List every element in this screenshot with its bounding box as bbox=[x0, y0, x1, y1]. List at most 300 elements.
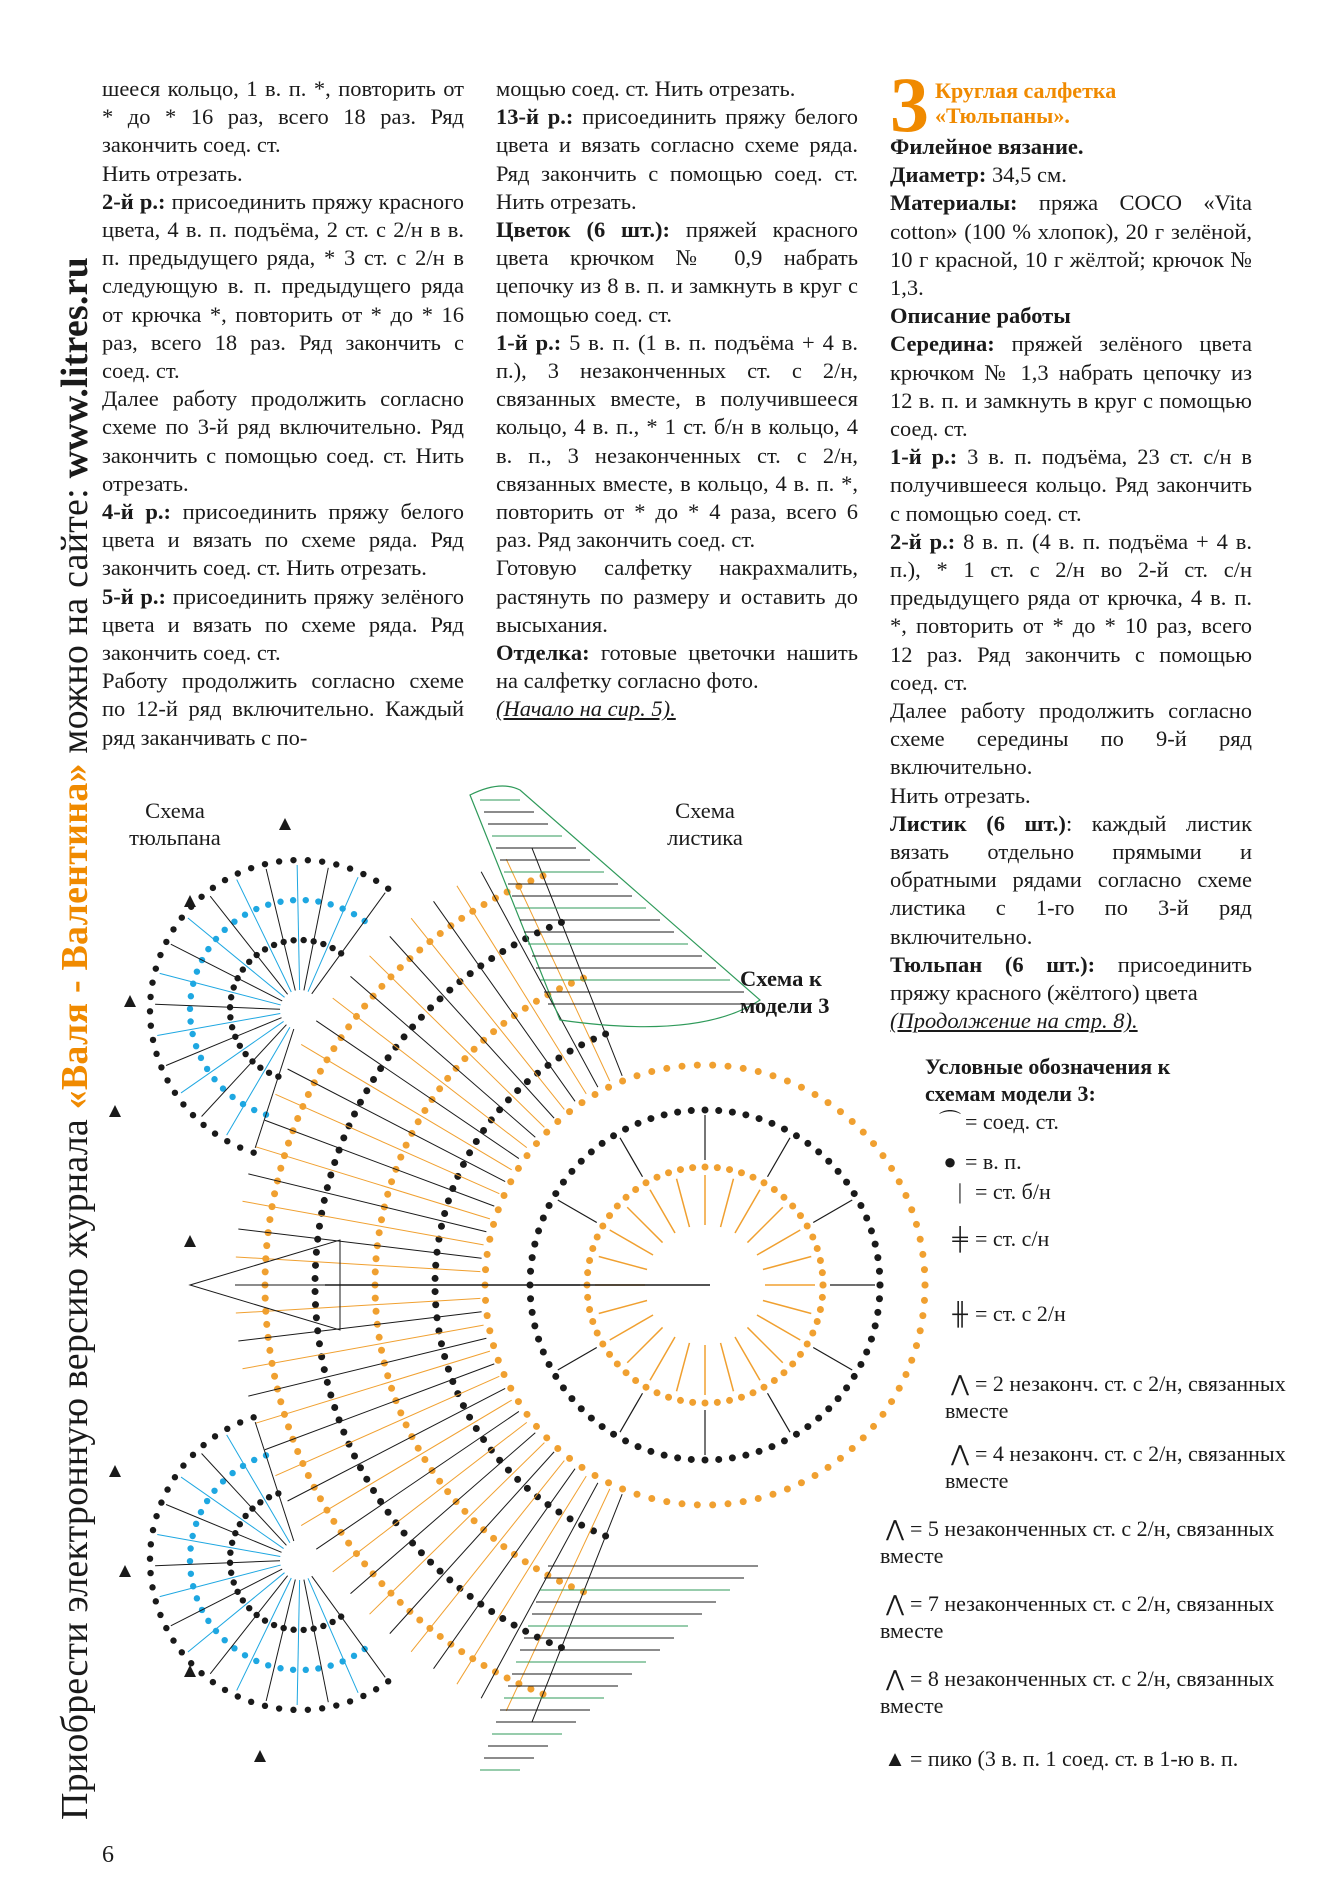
tulip-dot bbox=[266, 1494, 272, 1500]
center-ring-dot bbox=[843, 1179, 850, 1186]
center-stitch bbox=[763, 1257, 811, 1270]
tulip-dot bbox=[212, 1130, 218, 1136]
legend-text: = пико (3 в. п. 1 соед. ст. в 1-ю в. п. bbox=[910, 1746, 1239, 1771]
center-ring-dot bbox=[605, 1479, 612, 1486]
fan-arc-dot bbox=[370, 1487, 377, 1494]
center-ring-dot bbox=[874, 1254, 881, 1261]
center-ring-dot bbox=[921, 1266, 928, 1273]
tulip-stitch bbox=[171, 1569, 282, 1626]
tulip-dot bbox=[248, 865, 254, 871]
center-ring-dot bbox=[661, 1452, 668, 1459]
fan-arc-dot bbox=[263, 1321, 270, 1328]
center-ring-dot bbox=[908, 1206, 915, 1213]
tulip-stitch bbox=[237, 1578, 292, 1690]
col2-reference: (Начало на сир. 5). bbox=[496, 696, 676, 722]
tulip-dot bbox=[373, 1686, 379, 1692]
center-stitch bbox=[650, 1190, 675, 1233]
fan-arc-dot bbox=[378, 983, 385, 990]
fan-arc-dot bbox=[378, 1216, 385, 1223]
center-ring-dot bbox=[724, 1500, 731, 1507]
center-ring-dot bbox=[531, 1241, 538, 1248]
fan-stitch bbox=[288, 1388, 506, 1501]
center-ring-dot bbox=[863, 1348, 870, 1355]
fan-arc-dot bbox=[294, 1448, 301, 1455]
tulip-dot bbox=[305, 857, 311, 863]
tulip-dot bbox=[276, 858, 282, 864]
fan-arc-dot bbox=[461, 1508, 468, 1515]
fan-arc-dot bbox=[446, 987, 453, 994]
tulip-dot bbox=[262, 1703, 268, 1709]
tulip-dot bbox=[347, 1698, 353, 1704]
center-ring-dot bbox=[484, 1251, 491, 1258]
center-ring-dot bbox=[793, 1431, 800, 1438]
center-ring-dot bbox=[543, 1434, 550, 1441]
center-ring-dot bbox=[584, 1269, 591, 1276]
fan-arc-dot bbox=[263, 1242, 270, 1249]
center-ring-dot bbox=[872, 1241, 879, 1248]
center-ring-dot bbox=[781, 1437, 788, 1444]
tulip-dot bbox=[246, 1605, 252, 1611]
legend-symbol-icon: ● bbox=[943, 1149, 957, 1174]
fan-arc-dot bbox=[438, 1223, 445, 1230]
tulip-dot bbox=[179, 914, 185, 920]
center-ring-dot bbox=[913, 1342, 920, 1349]
tulip-dot bbox=[262, 946, 268, 952]
tulip-dot bbox=[290, 1627, 296, 1633]
fan-arc-dot bbox=[578, 1522, 585, 1529]
fan-arc-dot bbox=[313, 1249, 320, 1256]
center-ring-dot bbox=[578, 1405, 585, 1412]
tulip-dot bbox=[265, 1662, 271, 1668]
center-ring-dot bbox=[599, 1223, 606, 1230]
center-ring-dot bbox=[817, 1257, 824, 1264]
tulip-scheme-label: Схема тюльпана bbox=[129, 798, 221, 850]
tulip-dot bbox=[290, 937, 296, 943]
center-ring-dot bbox=[702, 1164, 709, 1171]
tulip-dot bbox=[204, 1498, 210, 1504]
fan-arc-dot bbox=[340, 1134, 347, 1141]
legend-item bbox=[880, 1515, 1300, 1569]
center-ring-dot bbox=[647, 1448, 654, 1455]
center-ring-dot bbox=[594, 1329, 601, 1336]
col1-paragraph: 5-й р.: присоединить пряжу зелёного цвета и вязать по схеме ряда. Ряд закончить соед. ст. bbox=[102, 583, 465, 666]
center-ring-dot bbox=[814, 1245, 821, 1252]
center-ring-dot bbox=[825, 1158, 832, 1165]
center-ring-dot bbox=[742, 1111, 749, 1118]
center-ring-dot bbox=[870, 1140, 877, 1147]
center-ring-dot bbox=[599, 1341, 606, 1348]
center-ring-dot bbox=[761, 1384, 768, 1391]
center-ring-dot bbox=[486, 1236, 493, 1243]
col2-paragraph: Отделка: готовые цветочки нашить на салфетку согласно фото. bbox=[496, 640, 858, 694]
center-ring-dot bbox=[714, 1399, 721, 1406]
fan-arc-dot bbox=[490, 1535, 497, 1542]
picot-icon bbox=[184, 1235, 196, 1247]
fan-arc-dot bbox=[384, 1372, 391, 1379]
center-ring-dot bbox=[872, 1322, 879, 1329]
fan-arc-dot bbox=[471, 1046, 478, 1053]
banner-site-link[interactable]: www.litres.ru bbox=[54, 256, 96, 479]
fan-arc-dot bbox=[313, 1314, 320, 1321]
fan-arc-dot bbox=[427, 1004, 434, 1011]
fan-stitch bbox=[243, 1201, 484, 1245]
tulip-dot bbox=[303, 1667, 309, 1673]
center-ring-dot bbox=[814, 1318, 821, 1325]
center-ring-dot bbox=[688, 1107, 695, 1114]
fan-arc-dot bbox=[271, 1190, 278, 1197]
center-ring-dot bbox=[797, 1212, 804, 1219]
fan-arc-dot bbox=[312, 1301, 319, 1308]
page-number: 6 bbox=[102, 1842, 114, 1868]
fan-arc-dot bbox=[467, 970, 474, 977]
tulip-dot bbox=[250, 1149, 256, 1155]
fan-arc-dot bbox=[403, 1142, 410, 1149]
fan-arc-dot bbox=[524, 1078, 531, 1085]
fan-arc-dot bbox=[437, 995, 444, 1002]
picot-icon bbox=[254, 1750, 266, 1762]
tulip-stitch bbox=[155, 1561, 280, 1566]
col3-paragraph: 1-й р.: 3 в. п. подъёма, 23 ст. с/н в получившееся кольцо. Ряд закончить с помощью соед. ст. bbox=[890, 444, 1252, 526]
center-ring-dot bbox=[868, 1336, 875, 1343]
tulip-dot bbox=[351, 1653, 357, 1659]
center-ring-dot bbox=[857, 1202, 864, 1209]
col3-paragraph: Далее работу продолжить согласно схеме середины по 9-й ряд включительно. bbox=[890, 698, 1252, 780]
col2-paragraph: Готовую салфетку накрахмалить, растянуть по размеру и оставить до высыхания. bbox=[496, 555, 858, 637]
center-ring-dot bbox=[825, 1405, 832, 1412]
fan-arc-dot bbox=[262, 1268, 269, 1275]
tulip-dot bbox=[187, 1006, 193, 1012]
center-ring-dot bbox=[877, 1282, 884, 1289]
tulip-dot bbox=[227, 1549, 233, 1555]
center-ring-dot bbox=[715, 1107, 722, 1114]
col3-paragraph: Материалы: пряжа COCO «Vita cotton» (100 % хлопок), 20 г зелёной, 10 г красной, 10 г жёлтой; крючок № 1,3. bbox=[890, 190, 1252, 301]
tulip-dot bbox=[303, 897, 309, 903]
fan-arc-dot bbox=[437, 930, 444, 937]
legend-symbol-icon: ⋀ bbox=[885, 1516, 905, 1541]
center-ring-dot bbox=[888, 1165, 895, 1172]
center-ring-dot bbox=[546, 1361, 553, 1368]
center-stitch bbox=[677, 1343, 690, 1391]
center-ring-dot bbox=[689, 1164, 696, 1171]
tulip-dot bbox=[319, 858, 325, 864]
legend-text: = 2 незаконч. ст. с 2/н, связанных вместе bbox=[945, 1371, 1286, 1423]
tulip-dot bbox=[300, 937, 306, 943]
center-ring-dot bbox=[566, 1108, 573, 1115]
center-ring-dot bbox=[771, 1186, 778, 1193]
tulip-dot bbox=[153, 965, 159, 971]
fan-arc-dot bbox=[324, 1379, 331, 1386]
center-ring-dot bbox=[619, 1078, 626, 1085]
fan-arc-dot bbox=[316, 1223, 323, 1230]
center-ring-dot bbox=[714, 1164, 721, 1171]
center-ring-dot bbox=[515, 1398, 522, 1405]
center-stitch bbox=[610, 1315, 653, 1340]
tulip-dot bbox=[189, 1533, 195, 1539]
tulip-dot bbox=[222, 877, 228, 883]
tulip-dot bbox=[147, 1570, 153, 1576]
center-stitch bbox=[599, 1257, 647, 1270]
center-ring-dot bbox=[527, 1295, 534, 1302]
center-ring-dot bbox=[797, 1351, 804, 1358]
col1-paragraph: шееся кольцо, 1 в. п. *, повторить от * до * 16 раз, всего 18 раз. Ряд закончить соед. ст. bbox=[102, 76, 464, 158]
tulip-dot bbox=[251, 1107, 257, 1113]
tulip-dot bbox=[187, 1558, 193, 1564]
center-stitch bbox=[735, 1337, 760, 1380]
center-ring-dot bbox=[870, 1423, 877, 1430]
fan-arc-dot bbox=[277, 1398, 284, 1405]
tulip-dot bbox=[153, 1598, 159, 1604]
center-ring-dot bbox=[835, 1395, 842, 1402]
center-ring-dot bbox=[674, 1109, 681, 1116]
tulip-dot bbox=[188, 1571, 194, 1577]
tulip-dot bbox=[229, 1094, 235, 1100]
center-ring-dot bbox=[789, 1360, 796, 1367]
center-ring-dot bbox=[529, 1309, 536, 1316]
center-ring-dot bbox=[921, 1297, 928, 1304]
tulip-dot bbox=[147, 1008, 153, 1014]
tulip-dot bbox=[194, 968, 200, 974]
fan-arc-dot bbox=[363, 1476, 370, 1483]
tulip-dot bbox=[179, 1649, 185, 1655]
tulip-dot bbox=[221, 1637, 227, 1643]
center-ring-dot bbox=[665, 1394, 672, 1401]
legend-symbol-icon: ⌒ bbox=[938, 1109, 961, 1134]
center-ring-dot bbox=[863, 1215, 870, 1222]
center-ring-dot bbox=[554, 1118, 561, 1125]
tulip-dot bbox=[250, 1414, 256, 1420]
fan-stitch bbox=[275, 1094, 499, 1193]
tulip-dot bbox=[150, 1037, 156, 1043]
col1-paragraph: 2-й р.: присоединить пряжу красного цвета, 4 в. п. подъёма, 2 ст. с 2/н в в. п. предыдущего ряда, * 3 ст. с 2/н в следующую в. п. предыдущего ряда от крючка *, повторить от * до * 16 раз, всего 18 раз. Ряд закончить с соед. ст. bbox=[102, 188, 465, 384]
center-ring-dot bbox=[552, 1190, 559, 1197]
center-ring-dot bbox=[902, 1371, 909, 1378]
center-ring-dot bbox=[769, 1491, 776, 1498]
fan-arc-dot bbox=[376, 1334, 383, 1341]
model-title: Круглая салфетка «Тюльпаны». bbox=[935, 78, 1117, 128]
fan-arc-dot bbox=[437, 1633, 444, 1640]
fan-arc-dot bbox=[546, 924, 553, 931]
center-ring-dot bbox=[879, 1411, 886, 1418]
legend-text: = соед. ст. bbox=[965, 1109, 1059, 1134]
center-ring-dot bbox=[560, 1179, 567, 1186]
center-ring-dot bbox=[740, 1498, 747, 1505]
center-ring-dot bbox=[781, 1126, 788, 1133]
center-ring-dot bbox=[535, 1336, 542, 1343]
tulip-stitch bbox=[160, 1565, 281, 1597]
fan-arc-dot bbox=[327, 1391, 334, 1398]
center-ring-dot bbox=[501, 1192, 508, 1199]
center-ring-dot bbox=[674, 1454, 681, 1461]
tulip-dot bbox=[305, 1707, 311, 1713]
tulip-dot bbox=[198, 1509, 204, 1515]
center-ring-dot bbox=[825, 1464, 832, 1471]
fan-arc-dot bbox=[385, 1509, 392, 1516]
tulip-stitch bbox=[181, 1477, 284, 1548]
center-ring-dot bbox=[614, 1203, 621, 1210]
center-ring-dot bbox=[643, 1384, 650, 1391]
center-stitch bbox=[813, 1348, 852, 1371]
fan-arc-dot bbox=[376, 1229, 383, 1236]
tulip-dot bbox=[187, 1018, 193, 1024]
center-ring-dot bbox=[798, 1084, 805, 1091]
fan-arc-dot bbox=[373, 1308, 380, 1315]
fan-arc-dot bbox=[446, 1576, 453, 1583]
center-ring-dot bbox=[860, 1434, 867, 1441]
center-ring-dot bbox=[507, 1178, 514, 1185]
fan-arc-dot bbox=[467, 1593, 474, 1600]
fan-arc-dot bbox=[499, 1615, 506, 1622]
col3-paragraph: 2-й р.: 8 в. п. (4 в. п. подъёма + 4 в. п.), * 1 ст. с 2/н во 2-й ст. с/н предыдущего ряда от крючка, 4 в. п. *, повторить от * до * 10 раз, всего 12 раз. Ряд закончить с помощью соед. ст. bbox=[890, 528, 1252, 695]
tulip-dot bbox=[180, 1462, 186, 1468]
fan-arc-dot bbox=[511, 941, 518, 948]
center-ring-dot bbox=[507, 1385, 514, 1392]
center-ring-dot bbox=[804, 1423, 811, 1430]
tulip-dot bbox=[229, 1470, 235, 1476]
center-stitch bbox=[627, 1207, 662, 1242]
center-ring-dot bbox=[490, 1221, 497, 1228]
fan-arc-dot bbox=[556, 985, 563, 992]
col3-paragraph: Листик (6 шт.): каждый листик вязать отдельно прямыми и обратными рядами согласно схеме листика с 1-го по 3-й ряд включительно. bbox=[890, 810, 1252, 949]
center-ring-dot bbox=[490, 1342, 497, 1349]
tulip-dot bbox=[190, 1452, 196, 1458]
center-ring-dot bbox=[606, 1212, 613, 1219]
legend-text: = ст. б/н bbox=[975, 1179, 1051, 1204]
tulip-dot bbox=[231, 1579, 237, 1585]
center-ring-dot bbox=[780, 1194, 787, 1201]
tulip-dot bbox=[200, 1122, 206, 1128]
center-ring-dot bbox=[486, 1327, 493, 1334]
col1-paragraph: Работу продолжить согласно схеме по 12-й ряд включительно. Каждый ряд заканчивать с по- bbox=[102, 668, 464, 750]
tulip-stitch bbox=[255, 1029, 294, 1148]
fan-arc-dot bbox=[285, 1140, 292, 1147]
fan-arc-dot bbox=[312, 1288, 319, 1295]
center-ring-dot bbox=[594, 1234, 601, 1241]
tulip-dot bbox=[224, 1138, 230, 1144]
fan-arc-dot bbox=[388, 1178, 395, 1185]
fan-stitch bbox=[333, 1422, 527, 1572]
center-ring-dot bbox=[578, 1158, 585, 1165]
legend-symbol-icon: ⋀ bbox=[885, 1666, 905, 1691]
center-ring-dot bbox=[879, 1152, 886, 1159]
tulip-dot bbox=[212, 1433, 218, 1439]
center-ring-dot bbox=[605, 1084, 612, 1091]
center-ring-dot bbox=[524, 1152, 531, 1159]
tulip-dot bbox=[319, 1705, 325, 1711]
center-ring-dot bbox=[756, 1115, 763, 1122]
fan-arc-dot bbox=[578, 1041, 585, 1048]
fan-arc-dot bbox=[514, 1476, 521, 1483]
fan-arc-dot bbox=[416, 946, 423, 953]
fan-arc-dot bbox=[432, 1275, 439, 1282]
fan-arc-dot bbox=[504, 1674, 511, 1681]
fan-arc-dot bbox=[330, 1518, 337, 1525]
tulip-dot bbox=[158, 1064, 164, 1070]
tulip-dot bbox=[231, 984, 237, 990]
tulip-dot bbox=[360, 1693, 366, 1699]
banner-text-1: Приобрести электронную версию журнала bbox=[54, 1109, 96, 1820]
center-ring-dot bbox=[729, 1109, 736, 1116]
center-ring-dot bbox=[798, 1479, 805, 1486]
tulip-dot bbox=[262, 1617, 268, 1623]
center-ring-dot bbox=[495, 1357, 502, 1364]
fan-arc-dot bbox=[432, 1262, 439, 1269]
center-ring-dot bbox=[677, 1397, 684, 1404]
tulip-dot bbox=[205, 1618, 211, 1624]
fan-stitch bbox=[236, 1257, 481, 1272]
fan-arc-dot bbox=[397, 964, 404, 971]
fan-stitch bbox=[238, 1229, 481, 1258]
tulip-dot bbox=[290, 1667, 296, 1673]
legend-text: = ст. с/н bbox=[975, 1226, 1050, 1251]
fan-arc-dot bbox=[533, 998, 540, 1005]
center-stitch bbox=[757, 1315, 800, 1340]
center-ring-dot bbox=[804, 1140, 811, 1147]
tulip-dot bbox=[158, 1499, 164, 1505]
fan-arc-dot bbox=[285, 1423, 292, 1430]
legend-item bbox=[945, 1440, 1300, 1494]
tulip-dot bbox=[315, 1665, 321, 1671]
center-ring-dot bbox=[694, 1501, 701, 1508]
fan-arc-dot bbox=[327, 1172, 334, 1179]
tulip-dot bbox=[246, 959, 252, 965]
tulip-stitch bbox=[157, 1014, 280, 1036]
center-stitch bbox=[747, 1207, 782, 1242]
tulip-dot bbox=[198, 1670, 204, 1676]
center-ring-dot bbox=[634, 1491, 641, 1498]
center-ring-dot bbox=[849, 1118, 856, 1125]
center-ring-dot bbox=[908, 1357, 915, 1364]
center-ring-dot bbox=[589, 1245, 596, 1252]
center-ring-dot bbox=[533, 1140, 540, 1147]
fan-arc-dot bbox=[466, 1414, 473, 1421]
center-ring-dot bbox=[578, 1099, 585, 1106]
leaf-scheme-label: Схема листика bbox=[667, 798, 743, 850]
center-ring-dot bbox=[876, 1268, 883, 1275]
fan-stitch bbox=[532, 1494, 622, 1722]
fan-arc-dot bbox=[312, 1262, 319, 1269]
center-ring-dot bbox=[769, 1072, 776, 1079]
fan-arc-dot bbox=[351, 1453, 358, 1460]
tulip-dot bbox=[262, 861, 268, 867]
center-ring-dot bbox=[529, 1254, 536, 1261]
tulip-dot bbox=[320, 1623, 326, 1629]
tulip-dot bbox=[271, 1622, 277, 1628]
center-ring-dot bbox=[606, 1351, 613, 1358]
fan-arc-dot bbox=[351, 1110, 358, 1117]
picot-icon bbox=[109, 1465, 121, 1477]
tulip-dot bbox=[385, 1678, 391, 1684]
center-ring-dot bbox=[531, 1322, 538, 1329]
tulip-dot bbox=[172, 1474, 178, 1480]
center-ring-dot bbox=[568, 1168, 575, 1175]
tulip-dot bbox=[153, 1513, 159, 1519]
tulip-dot bbox=[198, 894, 204, 900]
center-ring-dot bbox=[614, 1360, 621, 1367]
center-ring-dot bbox=[809, 1329, 816, 1336]
fan-arc-dot bbox=[436, 1478, 443, 1485]
legend-item bbox=[880, 1590, 1300, 1644]
tulip-stitch bbox=[227, 1027, 290, 1135]
tulip-dot bbox=[237, 1521, 243, 1527]
tulip-stitch bbox=[155, 1004, 280, 1009]
col3-heading: Филейное вязание. bbox=[890, 134, 1084, 159]
center-ring-dot bbox=[632, 1186, 639, 1193]
center-ring-dot bbox=[610, 1431, 617, 1438]
tulip-dot bbox=[320, 941, 326, 947]
fan-arc-dot bbox=[533, 1565, 540, 1572]
tulip-stitch bbox=[297, 865, 299, 990]
fan-arc-dot bbox=[397, 1409, 404, 1416]
